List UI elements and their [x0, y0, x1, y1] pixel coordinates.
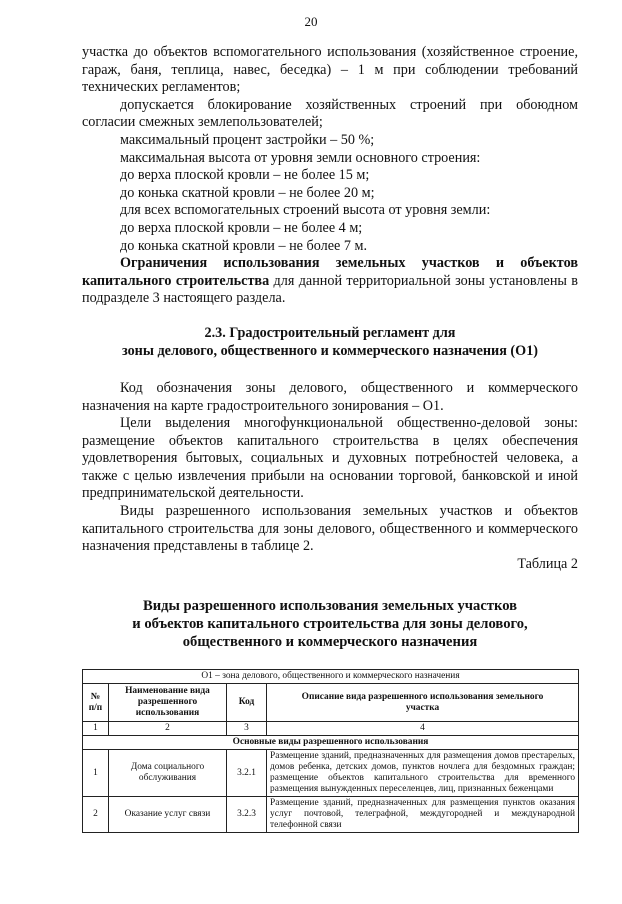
body-paragraph: Цели выделения многофункциональной общественно-деловой зоны: размещение объектов капитального строительства в целях обеспечения удовлетворения бытовых, социальных и духовных потребностей человека, а также с целью извлечения прибыли на основании торговой, банковской и иной предпринимательской деятельности.: [82, 415, 578, 502]
col-number: 3: [227, 722, 267, 736]
group-header-cell: Основные виды разрешенного использования: [83, 736, 579, 750]
row-name: Дома социального обслуживания: [109, 750, 227, 797]
row-description: Размещение зданий, предназначенных для размещения пунктов оказания услуг почтовой, телеграфной, междугородней и международной телефонной связи: [267, 797, 579, 833]
row-name: Оказание услуг связи: [109, 797, 227, 833]
table-row: [83, 797, 579, 833]
table-title-line1: Виды разрешенного использования земельных участков: [142, 598, 518, 615]
list-item: до конька скатной кровли – не более 20 м;: [120, 184, 375, 201]
table-title-line3: общественного и коммерческого назначения: [182, 634, 478, 651]
section-title-line2: зоны делового, общественного и коммерческого назначения (О1): [121, 342, 539, 359]
body-paragraph: Код обозначения зоны делового, общественного и коммерческого назначения на карте градостроительного зонирования – О1.: [82, 379, 578, 414]
list-item: допускается блокирование хозяйственных строений при обоюдном согласии смежных землепользователей;: [82, 96, 578, 131]
header-num: № п/п: [83, 684, 109, 722]
body-paragraph: Виды разрешенного использования земельных участков и объектов капитального строительства для зоны делового, общественного и коммерческого назначения представлены в таблице 2.: [82, 503, 578, 555]
document-body: [82, 44, 578, 833]
row-num: 1: [83, 750, 109, 797]
header-code: Код: [227, 684, 267, 722]
list-item: до конька скатной кровли – не более 7 м.: [120, 237, 368, 254]
row-description: Размещение зданий, предназначенных для размещения домов престарелых, домов ребенка, детских домов, пунктов ночлега для бездомных граждан; размещение объектов капитального строительства для временного размещения вынужденных переселенцев, лиц, признанных беженцами: [267, 750, 579, 797]
row-code: 3.2.1: [227, 750, 267, 797]
header-description: Описание вида разрешенного использования земельного участка: [267, 684, 579, 722]
list-item: максимальная высота от уровня земли основного строения:: [120, 149, 481, 166]
restrictions-paragraph: [82, 255, 578, 308]
top-paragraph: участка до объектов вспомогательного использования (хозяйственное строение, гараж, баня, теплица, навес, беседка) – 1 м при соблюдении требований технических регламентов;: [82, 44, 578, 96]
table-title: [82, 597, 578, 651]
row-num: 2: [83, 797, 109, 833]
col-number: 1: [83, 722, 109, 736]
column-number-row: [83, 722, 579, 736]
list-item: для всех вспомогательных строений высота от уровня земли:: [120, 202, 491, 219]
restrictions-rest: для данной территориальной зоны установлены в подразделе 3 настоящего раздела.: [82, 272, 578, 307]
page-number: 20: [304, 14, 318, 29]
restrictions-bold: Ограничения использования земельных участков и объектов капитального строительства: [82, 255, 578, 289]
column-header-row: [83, 684, 579, 722]
zone-header-row: [83, 670, 579, 684]
col-number: 2: [109, 722, 227, 736]
row-code: 3.2.3: [227, 797, 267, 833]
list-item: до верха плоской кровли – не более 4 м;: [120, 219, 363, 236]
list-item: максимальный процент застройки – 50 %;: [120, 131, 375, 148]
table-label: Таблица 2: [517, 555, 578, 572]
group-header-row: [83, 736, 579, 750]
table-row: [83, 750, 579, 797]
permitted-use-table: [82, 669, 579, 833]
header-name: Наименование вида разрешенного использования: [109, 684, 227, 722]
section-title-line1: 2.3. Градостроительный регламент для: [204, 324, 456, 341]
table-title-line2: и объектов капитального строительства для зоны делового,: [132, 616, 528, 633]
zone-header-cell: О1 – зона делового, общественного и коммерческого назначения: [83, 670, 579, 684]
list-item: до верха плоской кровли – не более 15 м;: [120, 167, 370, 184]
col-number: 4: [267, 722, 579, 736]
section-title: [82, 324, 578, 360]
